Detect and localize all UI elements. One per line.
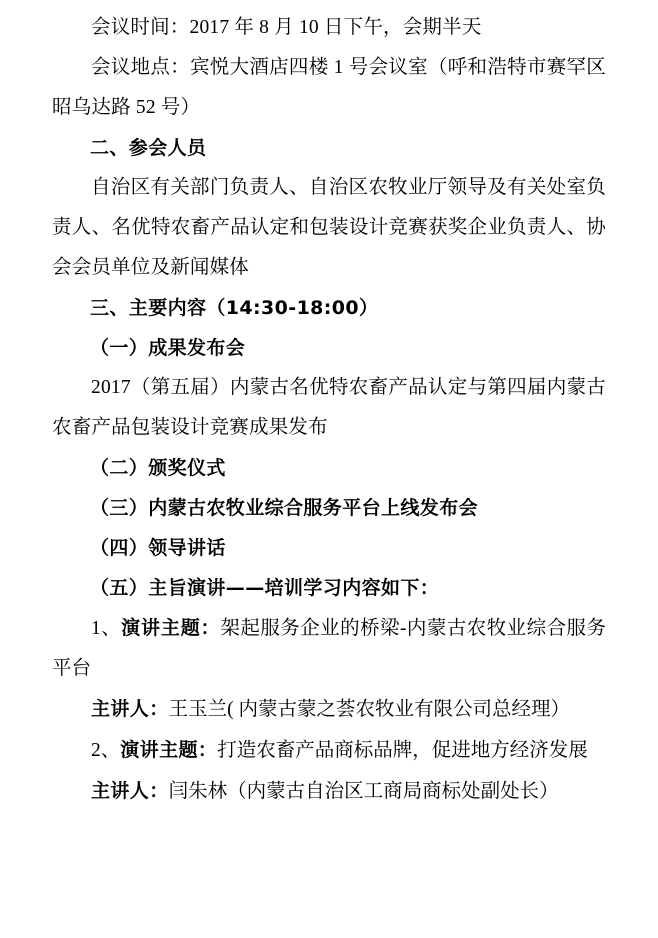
- talk-two-topic-label: 演讲主题：: [120, 739, 218, 761]
- talk-two-topic-text: 打造农畜产品商标品牌，促进地方经济发展: [217, 740, 588, 761]
- meeting-time-paragraph: 会议时间：2017 年 8 月 10 日下午，会期半天: [91, 17, 482, 38]
- item-four-heading: （四）领导讲话: [90, 537, 226, 559]
- item-two-heading: （二）颁奖仪式: [90, 457, 226, 479]
- item-five-heading: （五）主旨演讲——培训学习内容如下：: [90, 577, 440, 599]
- talk-one-topic-text: 架起服务企业的桥梁-内蒙古农牧业综合服务平台: [52, 618, 606, 679]
- talk-two-speaker-text: 闫朱林（内蒙古自治区工商局商标处副处长）: [168, 781, 559, 802]
- talk-one-topic-label: 演讲主题：: [121, 617, 221, 639]
- meeting-place-paragraph: 会议地点：宾悦大酒店四楼 1 号会议室（呼和浩特市赛罕区昭乌达路 52 号）: [52, 57, 606, 118]
- item-three-heading: （三）内蒙古农牧业综合服务平台上线发布会: [90, 497, 479, 519]
- talk-one-speaker-label: 主讲人：: [91, 698, 169, 720]
- talk-one-number: 1、: [91, 618, 122, 639]
- talk-two-topic-paragraph: [52, 730, 606, 771]
- item-one-body-paragraph: 2017（第五届）内蒙古名优特农畜产品认定与第四届内蒙古农畜产品包装设计竞赛成果发布: [52, 377, 606, 438]
- talk-two-number: 2、: [91, 740, 121, 761]
- talk-two-speaker-paragraph: [52, 771, 606, 812]
- talk-two-speaker-label: 主讲人：: [91, 780, 169, 802]
- attendees-paragraph: 自治区有关部门负责人、自治区农牧业厅领导及有关处室负责人、名优特农畜产品认定和包装设计竞赛获奖企业负责人、协会会员单位及新闻媒体: [52, 177, 606, 278]
- talk-one-speaker-paragraph: [52, 689, 606, 730]
- talk-one-topic-paragraph: [52, 608, 606, 689]
- item-one-heading: （一）成果发布会: [90, 337, 246, 359]
- talk-one-speaker-text: 王玉兰( 内蒙古蒙之荟农牧业有限公司总经理）: [168, 699, 570, 720]
- section-three-heading: 三、主要内容（14:30-18:00）: [90, 297, 379, 319]
- section-two-heading: 二、参会人员: [90, 137, 207, 159]
